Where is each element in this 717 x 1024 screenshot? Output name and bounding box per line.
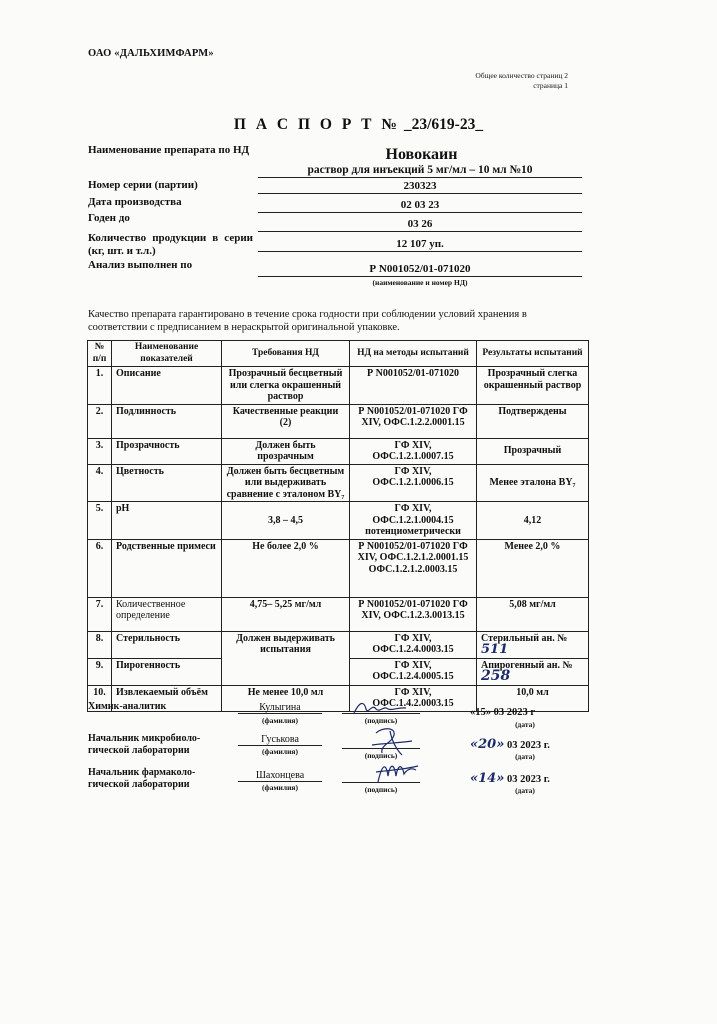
- header-methods: НД на методы испытаний: [350, 341, 477, 367]
- date-rest: 03 2023 г.: [504, 774, 550, 785]
- title-prefix: П А С П О Р Т №: [233, 116, 400, 133]
- table-header-row: [88, 341, 589, 367]
- row-result: Менее эталона BY₇: [477, 464, 589, 502]
- signer-name: Гуськова: [238, 734, 322, 746]
- row-requirement: Прозрачный бесцветный или слегка окрашенный раствор: [222, 367, 350, 405]
- date-caption: (дата): [515, 720, 535, 729]
- row-method: ГФ XIV, ОФС.1.2.1.0006.15: [350, 464, 477, 502]
- passport-title: [0, 116, 717, 134]
- table-row: [88, 438, 589, 464]
- total-pages: Общее количество страниц 2: [475, 71, 568, 80]
- prod-date-value: 02 03 23: [258, 199, 582, 213]
- row-result: Подтверждены: [477, 404, 589, 438]
- signature-caption: (подпись): [364, 716, 398, 725]
- row-method: ГФ XIV, ОФС.1.4.2.0003.15: [350, 685, 477, 711]
- table-row: [88, 464, 589, 502]
- row-name: pH: [112, 502, 222, 540]
- row-num: 4.: [88, 464, 112, 502]
- quantity-value: 12 107 уп.: [258, 238, 582, 252]
- row-num: 10.: [88, 685, 112, 711]
- row-result: 10,0 мл: [477, 685, 589, 711]
- signer-name: Кулыгина: [238, 702, 322, 714]
- row-name: Подлинность: [112, 404, 222, 438]
- handwritten-day: «20»: [470, 737, 505, 752]
- company-name: ОАО «ДАЛЬХИМФАРМ»: [88, 48, 214, 59]
- row-requirement: Должен быть бесцветным или выдерживать сравнение с эталоном BY₇: [222, 464, 350, 502]
- row-method: Р N001052/01-071020 ГФ XIV, ОФС.1.2.1.2.0001.15 ОФС.1.2.1.2.0003.15: [350, 539, 477, 597]
- sign-date: [470, 737, 550, 752]
- row-result: 4,12: [477, 502, 589, 540]
- row-result: [477, 658, 589, 685]
- date-caption: (дата): [515, 786, 535, 795]
- row-method: ГФ XIV, ОФС.1.2.1.0004.15 потенциометрически: [350, 502, 477, 540]
- expiry-value: 03 26: [258, 218, 582, 232]
- row-result: Прозрачный: [477, 438, 589, 464]
- role-pharmacology: Начальник фармаколо-гической лаборатории: [88, 767, 196, 790]
- header-name: Наименование показателей: [112, 341, 222, 367]
- row-method: Р N001052/01-071020 ГФ XIV, ОФС.1.2.3.0013.15: [350, 597, 477, 631]
- drug-form: раствор для инъекций 5 мг/мл – 10 мл №10: [258, 164, 582, 178]
- current-page: страница 1: [533, 81, 568, 90]
- sign-date: «15» 03 2023 г: [470, 707, 536, 718]
- row-name: Количественное определение: [112, 597, 222, 631]
- row-num: 6.: [88, 539, 112, 597]
- passport-number: _23/619-23_: [399, 116, 484, 133]
- row-num: 8.: [88, 631, 112, 658]
- table-row: [88, 404, 589, 438]
- row-name: Цветность: [112, 464, 222, 502]
- row-result: Менее 2,0 %: [477, 539, 589, 597]
- result-text: Стерильный ан. №: [481, 632, 568, 644]
- header-results: Результаты испытаний: [477, 341, 589, 367]
- row-num: 2.: [88, 404, 112, 438]
- row-requirement: 4,75– 5,25 мг/мл: [222, 597, 350, 631]
- table-row: [88, 539, 589, 597]
- row-name: Родственные примеси: [112, 539, 222, 597]
- signature-caption: (подпись): [364, 785, 398, 794]
- signer-name: Шахонцева: [238, 770, 322, 782]
- handwritten-signature: [350, 699, 410, 717]
- row-name: Стерильность: [112, 631, 222, 658]
- date-rest: 03 2023 г.: [504, 740, 550, 751]
- row-method: ГФ XIV, ОФС.1.2.1.0007.15: [350, 438, 477, 464]
- handwritten-signature: [372, 758, 420, 788]
- row-name: Прозрачность: [112, 438, 222, 464]
- name-caption: (фамилия): [262, 747, 298, 756]
- table-row: [88, 631, 589, 658]
- name-caption: (фамилия): [262, 716, 298, 725]
- analysis-value: Р N001052/01-071020: [258, 263, 582, 277]
- row-requirement: Не более 2,0 %: [222, 539, 350, 597]
- table-row: [88, 367, 589, 405]
- table-row: [88, 597, 589, 631]
- row-name: Извлекаемый объём: [112, 685, 222, 711]
- expiry-label: Годен до: [88, 212, 130, 224]
- batch-label: Номер серии (партии): [88, 179, 198, 191]
- name-caption: (фамилия): [262, 783, 298, 792]
- handwritten-analysis-number: 258: [481, 668, 511, 684]
- row-method: Р N001052/01-071020 ГФ XIV, ОФС.1.2.2.0001.15: [350, 404, 477, 438]
- row-num: 5.: [88, 502, 112, 540]
- prod-date-label: Дата производства: [88, 196, 182, 208]
- drug-name: Новокаин: [385, 146, 458, 163]
- row-result: 5,08 мг/мл: [477, 597, 589, 631]
- handwritten-day: «14»: [470, 771, 505, 786]
- drug-label: Наименование препарата по НД: [88, 144, 250, 156]
- row-num: 3.: [88, 438, 112, 464]
- row-method: Р N001052/01-071020: [350, 367, 477, 405]
- row-method: ГФ XIV, ОФС.1.2.4.0003.15: [350, 631, 477, 658]
- row-requirement: 3,8 – 4,5: [222, 502, 350, 540]
- role-chemist: Химик-аналитик: [88, 701, 167, 712]
- table-row: [88, 502, 589, 540]
- header-num: № п/п: [88, 341, 112, 367]
- row-result: Прозрачный слегка окрашенный раствор: [477, 367, 589, 405]
- row-method: ГФ XIV, ОФС.1.2.4.0005.15: [350, 658, 477, 685]
- row-requirement: Должен выдерживать испытания: [222, 631, 350, 685]
- row-requirement: Качественные реакции (2): [222, 404, 350, 438]
- quality-statement: Качество препарата гарантировано в течение срока годности при соблюдении условий хранения в соответствии с предписанием в нераскрытой оригинальной упаковке.: [88, 309, 527, 333]
- date-caption: (дата): [515, 752, 535, 761]
- row-num: 9.: [88, 658, 112, 685]
- header-requirements: Требования НД: [222, 341, 350, 367]
- handwritten-analysis-number: 511: [481, 642, 509, 657]
- page-info: [475, 71, 568, 91]
- signature-caption: (подпись): [364, 751, 398, 760]
- role-microbiology: Начальник микробиоло-гической лаборатории: [88, 733, 201, 756]
- row-requirement: Должен быть прозрачным: [222, 438, 350, 464]
- row-name: Пирогенность: [112, 658, 222, 685]
- row-num: 7.: [88, 597, 112, 631]
- analysis-label: Анализ выполнен по: [88, 259, 193, 271]
- quantity-label: Количество продукции в серии (кг, шт. и т.л.): [88, 232, 253, 257]
- batch-value: 230323: [258, 180, 582, 194]
- analysis-caption: (наименование и номер НД): [372, 278, 468, 287]
- results-table: [87, 340, 589, 712]
- result-text: Апирогенный ан. №: [481, 659, 573, 671]
- row-result: [477, 631, 589, 658]
- row-name: Описание: [112, 367, 222, 405]
- row-requirement: Не менее 10,0 мл: [222, 685, 350, 711]
- row-num: 1.: [88, 367, 112, 405]
- sign-date: [470, 771, 550, 786]
